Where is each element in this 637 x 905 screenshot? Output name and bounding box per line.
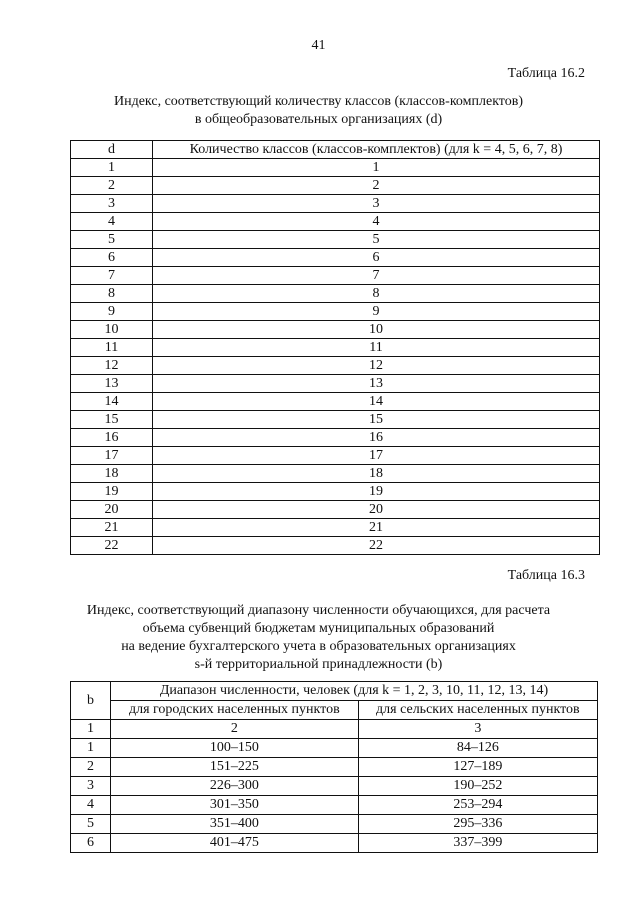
cell-classes-count: 14 bbox=[153, 393, 600, 411]
cell-classes-count: 20 bbox=[153, 501, 600, 519]
cell-d: 8 bbox=[71, 285, 153, 303]
cell-rural-range: 127–189 bbox=[358, 758, 597, 777]
cell-d: 2 bbox=[71, 177, 153, 195]
cell-urban-range: 100–150 bbox=[111, 739, 359, 758]
cell-urban-range: 151–225 bbox=[111, 758, 359, 777]
table-row bbox=[71, 303, 600, 321]
cell-classes-count: 7 bbox=[153, 267, 600, 285]
title-line: на ведение бухгалтерского учета в образовательных организациях bbox=[121, 639, 516, 654]
cell-classes-count: 15 bbox=[153, 411, 600, 429]
cell-d: 18 bbox=[71, 465, 153, 483]
table-row bbox=[71, 537, 600, 555]
cell-classes-count: 1 bbox=[153, 159, 600, 177]
cell-classes-count: 6 bbox=[153, 249, 600, 267]
table-row bbox=[71, 465, 600, 483]
cell-urban-range: 226–300 bbox=[111, 777, 359, 796]
table-header-row bbox=[71, 141, 600, 159]
cell-classes-count: 18 bbox=[153, 465, 600, 483]
column-header-d: d bbox=[71, 141, 153, 159]
cell-classes-count: 16 bbox=[153, 429, 600, 447]
table-row bbox=[71, 758, 598, 777]
table-row bbox=[71, 519, 600, 537]
cell-classes-count: 4 bbox=[153, 213, 600, 231]
table-16-2-label: Таблица 16.2 bbox=[507, 66, 585, 81]
title-line: Индекс, соответствующий количеству классов (классов-комплектов) bbox=[113, 94, 524, 109]
table-row bbox=[71, 285, 600, 303]
table-row bbox=[71, 483, 600, 501]
column-number: 3 bbox=[358, 720, 597, 739]
cell-d: 7 bbox=[71, 267, 153, 285]
cell-classes-count: 11 bbox=[153, 339, 600, 357]
page-number: 41 bbox=[311, 38, 326, 53]
cell-classes-count: 10 bbox=[153, 321, 600, 339]
cell-classes-count: 13 bbox=[153, 375, 600, 393]
cell-rural-range: 253–294 bbox=[358, 796, 597, 815]
cell-d: 1 bbox=[71, 159, 153, 177]
cell-d: 11 bbox=[71, 339, 153, 357]
table-row bbox=[71, 267, 600, 285]
cell-d: 10 bbox=[71, 321, 153, 339]
cell-d: 4 bbox=[71, 213, 153, 231]
table-row bbox=[71, 777, 598, 796]
table-header-row bbox=[71, 682, 598, 701]
column-number: 1 bbox=[71, 720, 111, 739]
cell-classes-count: 3 bbox=[153, 195, 600, 213]
column-number: 2 bbox=[111, 720, 359, 739]
cell-d: 12 bbox=[71, 357, 153, 375]
table-16-2-title bbox=[40, 93, 597, 129]
cell-d: 9 bbox=[71, 303, 153, 321]
table-16-3-title bbox=[40, 602, 597, 674]
column-header-urban: для городских населенных пунктов bbox=[111, 701, 359, 720]
table-row bbox=[71, 321, 600, 339]
cell-classes-count: 12 bbox=[153, 357, 600, 375]
column-header-range: Диапазон численности, человек (для k = 1, 2, 3, 10, 11, 12, 13, 14) bbox=[111, 682, 598, 701]
cell-rural-range: 190–252 bbox=[358, 777, 597, 796]
table-row bbox=[71, 177, 600, 195]
table-row bbox=[71, 429, 600, 447]
table-row bbox=[71, 834, 598, 853]
cell-d: 21 bbox=[71, 519, 153, 537]
table-row bbox=[71, 231, 600, 249]
cell-classes-count: 19 bbox=[153, 483, 600, 501]
table-row bbox=[71, 339, 600, 357]
cell-b: 4 bbox=[71, 796, 111, 815]
cell-classes-count: 2 bbox=[153, 177, 600, 195]
title-line: объема субвенций бюджетам муниципальных образований bbox=[142, 621, 495, 636]
cell-rural-range: 295–336 bbox=[358, 815, 597, 834]
cell-b: 3 bbox=[71, 777, 111, 796]
cell-d: 20 bbox=[71, 501, 153, 519]
title-line: s-й территориальной принадлежности (b) bbox=[194, 657, 443, 672]
table-row bbox=[71, 213, 600, 231]
cell-b: 2 bbox=[71, 758, 111, 777]
classes-index-table bbox=[70, 140, 600, 555]
cell-classes-count: 22 bbox=[153, 537, 600, 555]
cell-d: 15 bbox=[71, 411, 153, 429]
cell-urban-range: 401–475 bbox=[111, 834, 359, 853]
cell-d: 22 bbox=[71, 537, 153, 555]
column-header-b: b bbox=[71, 682, 111, 720]
cell-classes-count: 17 bbox=[153, 447, 600, 465]
cell-b: 5 bbox=[71, 815, 111, 834]
table-row bbox=[71, 796, 598, 815]
cell-d: 5 bbox=[71, 231, 153, 249]
cell-d: 16 bbox=[71, 429, 153, 447]
cell-classes-count: 9 bbox=[153, 303, 600, 321]
cell-rural-range: 84–126 bbox=[358, 739, 597, 758]
column-number-row bbox=[71, 720, 598, 739]
cell-urban-range: 301–350 bbox=[111, 796, 359, 815]
cell-d: 14 bbox=[71, 393, 153, 411]
table-row bbox=[71, 195, 600, 213]
cell-d: 13 bbox=[71, 375, 153, 393]
cell-d: 17 bbox=[71, 447, 153, 465]
cell-d: 3 bbox=[71, 195, 153, 213]
cell-rural-range: 337–399 bbox=[358, 834, 597, 853]
table-row bbox=[71, 739, 598, 758]
title-line: Индекс, соответствующий диапазону численности обучающихся, для расчета bbox=[86, 603, 551, 618]
table-row bbox=[71, 375, 600, 393]
cell-classes-count: 8 bbox=[153, 285, 600, 303]
column-header-classes-count: Количество классов (классов-комплектов) (для k = 4, 5, 6, 7, 8) bbox=[153, 141, 600, 159]
cell-classes-count: 21 bbox=[153, 519, 600, 537]
table-row bbox=[71, 249, 600, 267]
title-line: в общеобразовательных организациях (d) bbox=[194, 112, 443, 127]
cell-b: 1 bbox=[71, 739, 111, 758]
students-range-index-table bbox=[70, 681, 598, 853]
table-row bbox=[71, 159, 600, 177]
table-row bbox=[71, 393, 600, 411]
cell-d: 19 bbox=[71, 483, 153, 501]
table-subheader-row bbox=[71, 701, 598, 720]
table-row bbox=[71, 411, 600, 429]
table-row bbox=[71, 357, 600, 375]
column-header-rural: для сельских населенных пунктов bbox=[358, 701, 597, 720]
cell-classes-count: 5 bbox=[153, 231, 600, 249]
table-16-3-label: Таблица 16.3 bbox=[507, 568, 585, 583]
cell-urban-range: 351–400 bbox=[111, 815, 359, 834]
cell-d: 6 bbox=[71, 249, 153, 267]
cell-b: 6 bbox=[71, 834, 111, 853]
table-row bbox=[71, 501, 600, 519]
table-row bbox=[71, 815, 598, 834]
table-row bbox=[71, 447, 600, 465]
